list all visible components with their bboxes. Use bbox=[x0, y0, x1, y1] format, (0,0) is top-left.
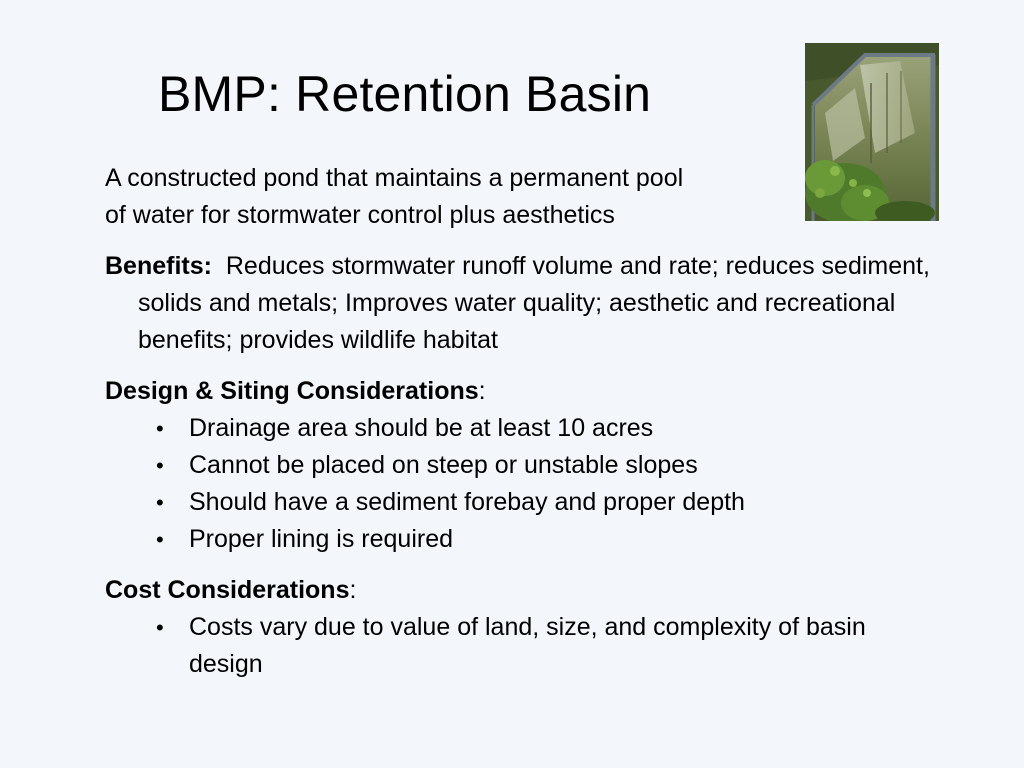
cost-label: Cost Considerations bbox=[105, 576, 350, 604]
cost-colon: : bbox=[349, 576, 357, 604]
slide-content bbox=[105, 160, 955, 683]
list-item bbox=[105, 521, 955, 558]
cost-list bbox=[105, 609, 955, 683]
list-item-text: Proper lining is required bbox=[189, 525, 454, 553]
list-item bbox=[105, 410, 955, 447]
list-item-text: Cannot be placed on steep or unstable slopes bbox=[189, 451, 698, 479]
design-label: Design & Siting Considerations bbox=[105, 377, 479, 405]
list-item-text: Should have a sediment forebay and proper depth bbox=[189, 488, 745, 516]
bullet-icon: • bbox=[156, 453, 164, 478]
bullet-icon: • bbox=[156, 416, 164, 441]
benefits-section bbox=[105, 248, 955, 359]
list-item-text: Costs vary due to value of land, size, and complexity of basin design bbox=[189, 613, 866, 678]
cost-section bbox=[105, 572, 955, 683]
list-item bbox=[105, 484, 955, 521]
design-heading bbox=[105, 373, 955, 410]
design-list bbox=[105, 410, 955, 558]
list-item-text: Drainage area should be at least 10 acres bbox=[189, 414, 654, 442]
benefits-label: Benefits: bbox=[105, 252, 212, 280]
intro-paragraph bbox=[105, 160, 955, 234]
list-item bbox=[105, 447, 955, 484]
design-section bbox=[105, 373, 955, 558]
intro-line-2: of water for stormwater control plus aesthetics bbox=[105, 201, 615, 229]
list-item bbox=[105, 609, 909, 683]
benefits-text: Reduces stormwater runoff volume and rate; reduces sediment, solids and metals; Improves water quality; aesthetic and recreational benefits; provides wildlife habitat bbox=[138, 252, 930, 354]
bullet-icon: • bbox=[156, 527, 164, 552]
intro-line-1: A constructed pond that maintains a permanent pool bbox=[105, 164, 684, 192]
bullet-icon: • bbox=[156, 615, 164, 640]
slide-title: BMP: Retention Basin bbox=[158, 66, 652, 122]
cost-heading bbox=[105, 572, 955, 609]
bullet-icon: • bbox=[156, 490, 164, 515]
design-colon: : bbox=[478, 377, 486, 405]
benefits-paragraph bbox=[105, 248, 968, 359]
